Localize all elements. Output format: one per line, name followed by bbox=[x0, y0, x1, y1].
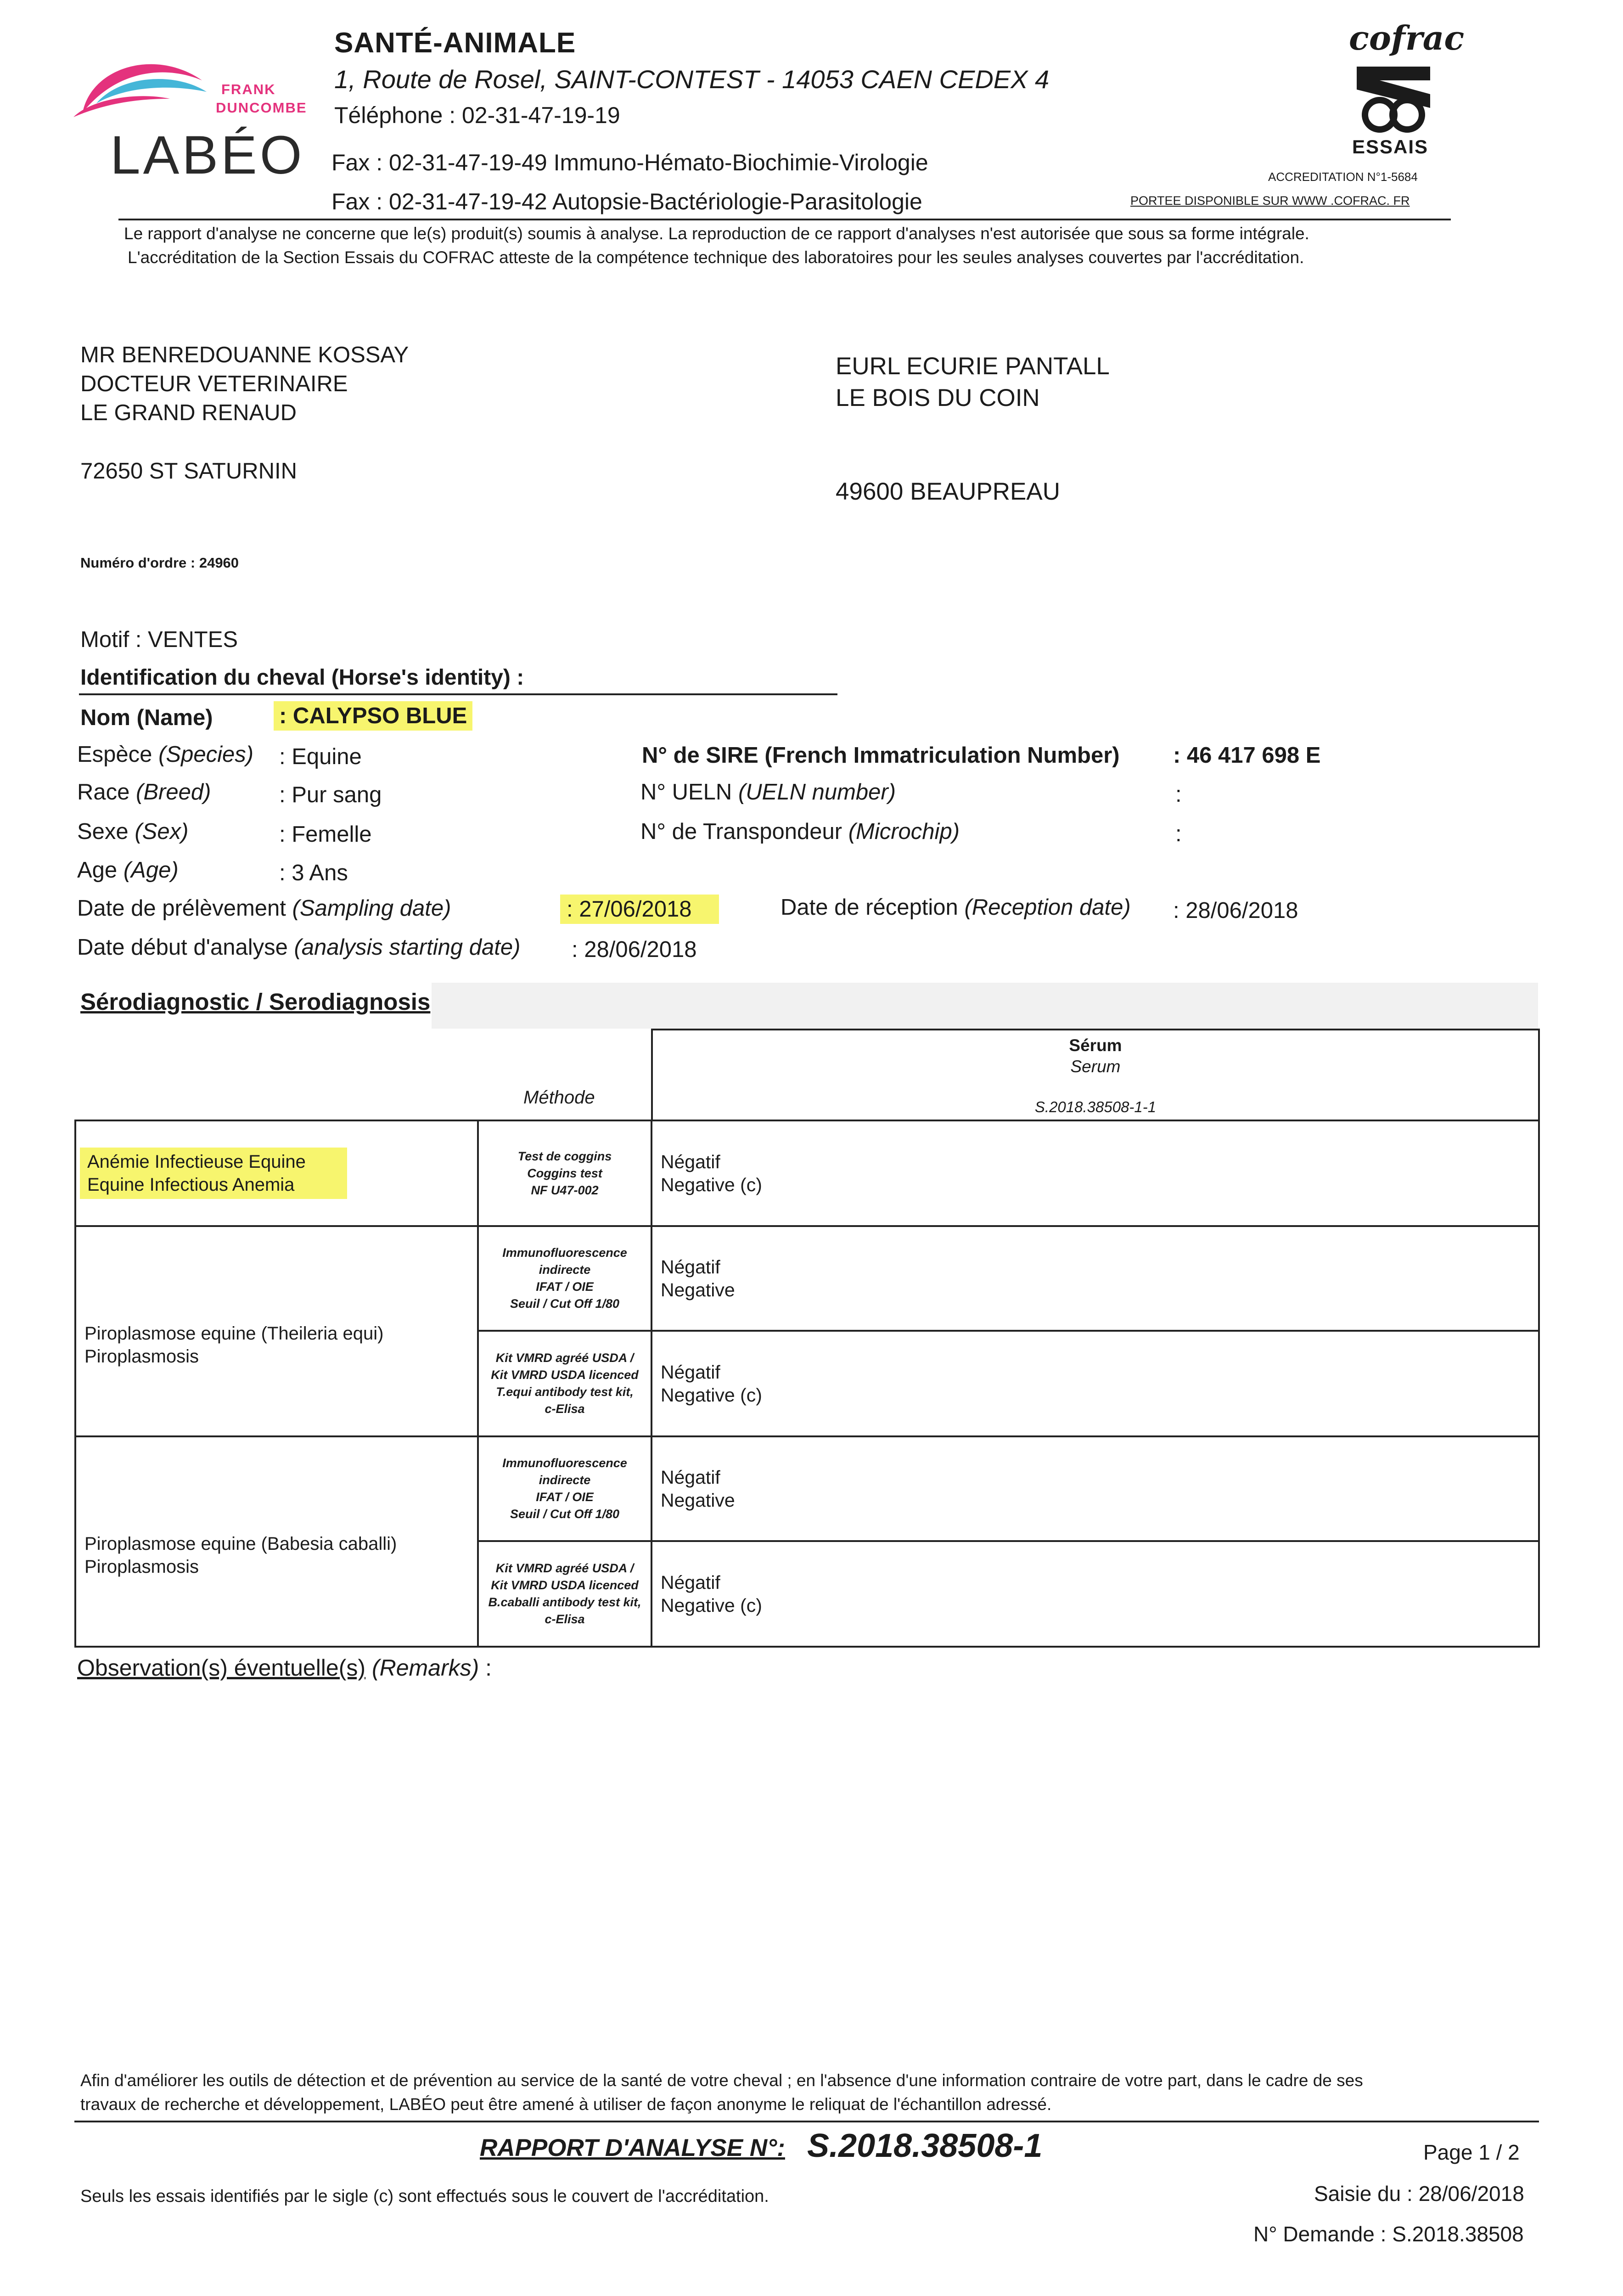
recipient-line-3: LE GRAND RENAUD bbox=[80, 400, 297, 425]
test-name-fr: Anémie Infectieuse Equine bbox=[87, 1152, 306, 1172]
method-line: B.caballi antibody test kit, bbox=[488, 1595, 641, 1609]
ueln-label: N° UELN bbox=[640, 780, 732, 805]
method-cell bbox=[478, 1226, 651, 1331]
logo-name-last: DUNCOMBE bbox=[216, 100, 307, 116]
method-line: indirecte bbox=[539, 1473, 591, 1487]
rapport-label: RAPPORT D'ANALYSE N°: bbox=[480, 2134, 785, 2161]
logo-name-first: FRANK bbox=[221, 81, 276, 97]
saisie-date: Saisie du : 28/06/2018 bbox=[1314, 2182, 1524, 2206]
portee-link[interactable]: PORTEE DISPONIBLE SUR WWW .COFRAC. FR bbox=[1130, 194, 1410, 208]
rapport-number: S.2018.38508-1 bbox=[807, 2127, 1043, 2164]
result-cell bbox=[651, 1331, 1539, 1436]
espece-label-en: (Species) bbox=[158, 742, 254, 767]
result-fr: Négatif bbox=[660, 1572, 720, 1593]
method-cell bbox=[478, 1120, 651, 1226]
result-fr: Négatif bbox=[660, 1256, 720, 1277]
test-cell bbox=[75, 1226, 478, 1436]
reception-row bbox=[781, 895, 1131, 920]
method-line: Test de coggins bbox=[517, 1149, 612, 1163]
debut-analyse-label: Date début d'analyse bbox=[77, 935, 288, 960]
lab-fax-1: Fax : 02-31-47-19-49 Immuno-Hémato-Biochimie-Virologie bbox=[331, 150, 928, 175]
result-en: Negative bbox=[660, 1279, 735, 1300]
test-cell bbox=[75, 1436, 478, 1647]
sire-label: N° de SIRE (French Immatriculation Number) bbox=[642, 743, 1120, 768]
method-cell bbox=[478, 1436, 651, 1541]
owner-line-3: 49600 BEAUPREAU bbox=[836, 478, 1061, 505]
age-label: Age bbox=[77, 858, 118, 883]
cofrac-mark-icon bbox=[1352, 62, 1435, 135]
ueln-label-en: (UELN number) bbox=[738, 780, 896, 805]
transpondeur-row bbox=[640, 819, 960, 844]
nom-value: : CALYPSO BLUE bbox=[274, 701, 472, 731]
disclaimer-line-2: L'accréditation de la Section Essais du COFRAC atteste de la compétence technique des laboratoires pour les seules analyses couvertes par l'accréditation. bbox=[128, 248, 1304, 267]
method-line: Kit VMRD USDA licenced bbox=[491, 1368, 639, 1382]
method-line: c-Elisa bbox=[545, 1402, 585, 1416]
method-line: Seuil / Cut Off 1/80 bbox=[510, 1507, 619, 1521]
method-line: NF U47-002 bbox=[531, 1183, 599, 1197]
result-cell bbox=[651, 1436, 1539, 1541]
methode-header: Méthode bbox=[523, 1087, 595, 1108]
table-row bbox=[75, 1226, 1539, 1331]
sire-value: : 46 417 698 E bbox=[1173, 743, 1321, 768]
owner-line-1: EURL ECURIE PANTALL bbox=[836, 353, 1110, 380]
nom-label: Nom (Name) bbox=[80, 705, 213, 730]
transpondeur-label: N° de Transpondeur bbox=[640, 819, 842, 844]
serum-header: Sérum bbox=[1069, 1036, 1122, 1055]
logo-brand: LABÉO bbox=[110, 125, 305, 186]
race-value: : Pur sang bbox=[279, 782, 382, 807]
method-line: Immunofluorescence bbox=[502, 1456, 627, 1470]
method-line: Kit VMRD agréé USDA / bbox=[495, 1351, 634, 1365]
reception-label-en: (Reception date) bbox=[964, 895, 1131, 920]
method-line: IFAT / OIE bbox=[536, 1490, 594, 1504]
prelevement-row bbox=[77, 895, 451, 921]
method-line: T.equi antibody test kit, bbox=[496, 1385, 634, 1399]
espece-row bbox=[77, 742, 253, 767]
result-en: Negative (c) bbox=[660, 1595, 762, 1616]
footer-divider bbox=[74, 2121, 1539, 2122]
observations-label-en: (Remarks) bbox=[371, 1655, 479, 1681]
table-row bbox=[75, 1120, 1539, 1226]
disclaimer-line-1: Le rapport d'analyse ne concerne que le(s) produit(s) soumis à analyse. La reproduction de ce rapport d'analyses n'est autorisée que sous sa forme intégrale. bbox=[124, 224, 1309, 243]
transpondeur-value: : bbox=[1175, 822, 1182, 846]
age-value: : 3 Ans bbox=[279, 861, 348, 885]
observations-label: Observation(s) éventuelle(s) bbox=[77, 1655, 366, 1681]
espece-label: Espèce bbox=[77, 742, 152, 767]
recipient-line-4: 72650 ST SATURNIN bbox=[80, 459, 298, 484]
logo-name bbox=[216, 80, 307, 117]
debut-analyse-row bbox=[77, 934, 520, 960]
footer-note-2: travaux de recherche et développement, LABÉO peut être amené à utiliser de façon anonyme le reliquat de l'échantillon adressé. bbox=[80, 2095, 1052, 2114]
result-cell bbox=[651, 1541, 1539, 1647]
test-name-fr: Piroplasmose equine (Babesia caballi) bbox=[84, 1534, 397, 1554]
method-cell bbox=[478, 1541, 651, 1647]
method-line: indirecte bbox=[539, 1263, 591, 1277]
sexe-label-en: (Sex) bbox=[135, 819, 189, 844]
sexe-value: : Femelle bbox=[279, 822, 372, 847]
transpondeur-label-en: (Microchip) bbox=[848, 819, 960, 844]
test-name-en: Equine Infectious Anemia bbox=[87, 1175, 295, 1195]
page-number: Page 1 / 2 bbox=[1423, 2140, 1520, 2164]
cofrac-essais: ESSAIS bbox=[1352, 136, 1429, 158]
method-line: Seuil / Cut Off 1/80 bbox=[510, 1297, 619, 1311]
prelevement-label: Date de prélèvement bbox=[77, 896, 286, 921]
recipient-line-2: DOCTEUR VETERINAIRE bbox=[80, 371, 348, 396]
results-table bbox=[74, 1120, 1540, 1648]
test-name-en: Piroplasmosis bbox=[84, 1557, 199, 1577]
age-row bbox=[77, 857, 179, 883]
result-en: Negative (c) bbox=[660, 1384, 762, 1406]
header-divider bbox=[118, 219, 1451, 220]
sero-title-shade bbox=[432, 983, 1538, 1029]
accreditation-note: Seuls les essais identifiés par le sigle (c) sont effectués sous le couvert de l'accréditation. bbox=[80, 2187, 769, 2206]
result-fr: Négatif bbox=[660, 1467, 720, 1488]
serum-header-box bbox=[651, 1029, 1540, 1120]
owner-line-2: LE BOIS DU COIN bbox=[836, 384, 1040, 411]
test-name-highlight bbox=[80, 1148, 347, 1199]
method-line: Immunofluorescence bbox=[502, 1246, 627, 1260]
method-cell bbox=[478, 1331, 651, 1436]
method-line: Kit VMRD USDA licenced bbox=[491, 1578, 639, 1592]
labeo-swoosh-icon bbox=[64, 48, 220, 122]
reception-value: : 28/06/2018 bbox=[1173, 898, 1298, 923]
method-line: IFAT / OIE bbox=[536, 1280, 594, 1294]
labeo-logo bbox=[64, 48, 307, 195]
observations bbox=[77, 1654, 492, 1681]
recipient-line-1: MR BENREDOUANNE KOSSAY bbox=[80, 343, 409, 367]
numero-ordre: Numéro d'ordre : 24960 bbox=[80, 555, 239, 571]
result-en: Negative (c) bbox=[660, 1174, 762, 1195]
age-label-en: (Age) bbox=[123, 858, 179, 883]
race-label: Race bbox=[77, 780, 130, 805]
prelevement-value: : 27/06/2018 bbox=[560, 895, 719, 924]
motif: Motif : VENTES bbox=[80, 627, 238, 652]
sero-title: Sérodiagnostic / Serodiagnosis bbox=[80, 989, 431, 1015]
identity-heading: Identification du cheval (Horse's identity) : bbox=[80, 665, 524, 690]
lab-title: SANTÉ-ANIMALE bbox=[334, 27, 576, 59]
lab-fax-2: Fax : 02-31-47-19-42 Autopsie-Bactériologie-Parasitologie bbox=[331, 189, 922, 214]
result-cell bbox=[651, 1226, 1539, 1331]
result-en: Negative bbox=[660, 1490, 735, 1511]
test-name-fr: Piroplasmose equine (Theileria equi) bbox=[84, 1323, 384, 1344]
debut-analyse-value: : 28/06/2018 bbox=[572, 937, 697, 962]
sample-id: S.2018.38508-1-1 bbox=[1034, 1098, 1157, 1115]
sexe-row bbox=[77, 819, 188, 844]
espece-value: : Equine bbox=[279, 744, 362, 769]
demande-number: N° Demande : S.2018.38508 bbox=[1253, 2222, 1524, 2246]
result-cell bbox=[651, 1120, 1539, 1226]
ueln-row bbox=[640, 779, 896, 805]
method-line: c-Elisa bbox=[545, 1612, 585, 1626]
identity-heading-underline bbox=[79, 693, 837, 695]
result-fr: Négatif bbox=[660, 1151, 720, 1172]
footer-note-1: Afin d'améliorer les outils de détection et de prévention au service de la santé de votre cheval ; en l'absence d'une information contraire de votre part, dans le cadre de ses bbox=[80, 2071, 1363, 2090]
reception-label: Date de réception bbox=[781, 895, 958, 920]
accreditation-number: ACCREDITATION N°1-5684 bbox=[1268, 170, 1418, 184]
race-label-en: (Breed) bbox=[136, 780, 211, 805]
ueln-value: : bbox=[1175, 782, 1182, 807]
debut-analyse-label-en: (analysis starting date) bbox=[294, 935, 521, 960]
observations-colon: : bbox=[485, 1655, 492, 1681]
method-line: Coggins test bbox=[527, 1166, 602, 1180]
test-cell bbox=[75, 1120, 478, 1226]
table-row bbox=[75, 1436, 1539, 1541]
cofrac-logo-text: cofrac bbox=[1349, 18, 1465, 57]
serum-header-en: Serum bbox=[1070, 1057, 1121, 1076]
lab-address: 1, Route de Rosel, SAINT-CONTEST - 14053 CAEN CEDEX 4 bbox=[334, 65, 1050, 94]
sexe-label: Sexe bbox=[77, 819, 129, 844]
lab-telephone: Téléphone : 02-31-47-19-19 bbox=[334, 102, 620, 128]
result-fr: Négatif bbox=[660, 1362, 720, 1383]
test-name-en: Piroplasmosis bbox=[84, 1346, 199, 1367]
race-row bbox=[77, 779, 211, 805]
prelevement-label-en: (Sampling date) bbox=[292, 896, 451, 921]
method-line: Kit VMRD agréé USDA / bbox=[495, 1561, 634, 1575]
